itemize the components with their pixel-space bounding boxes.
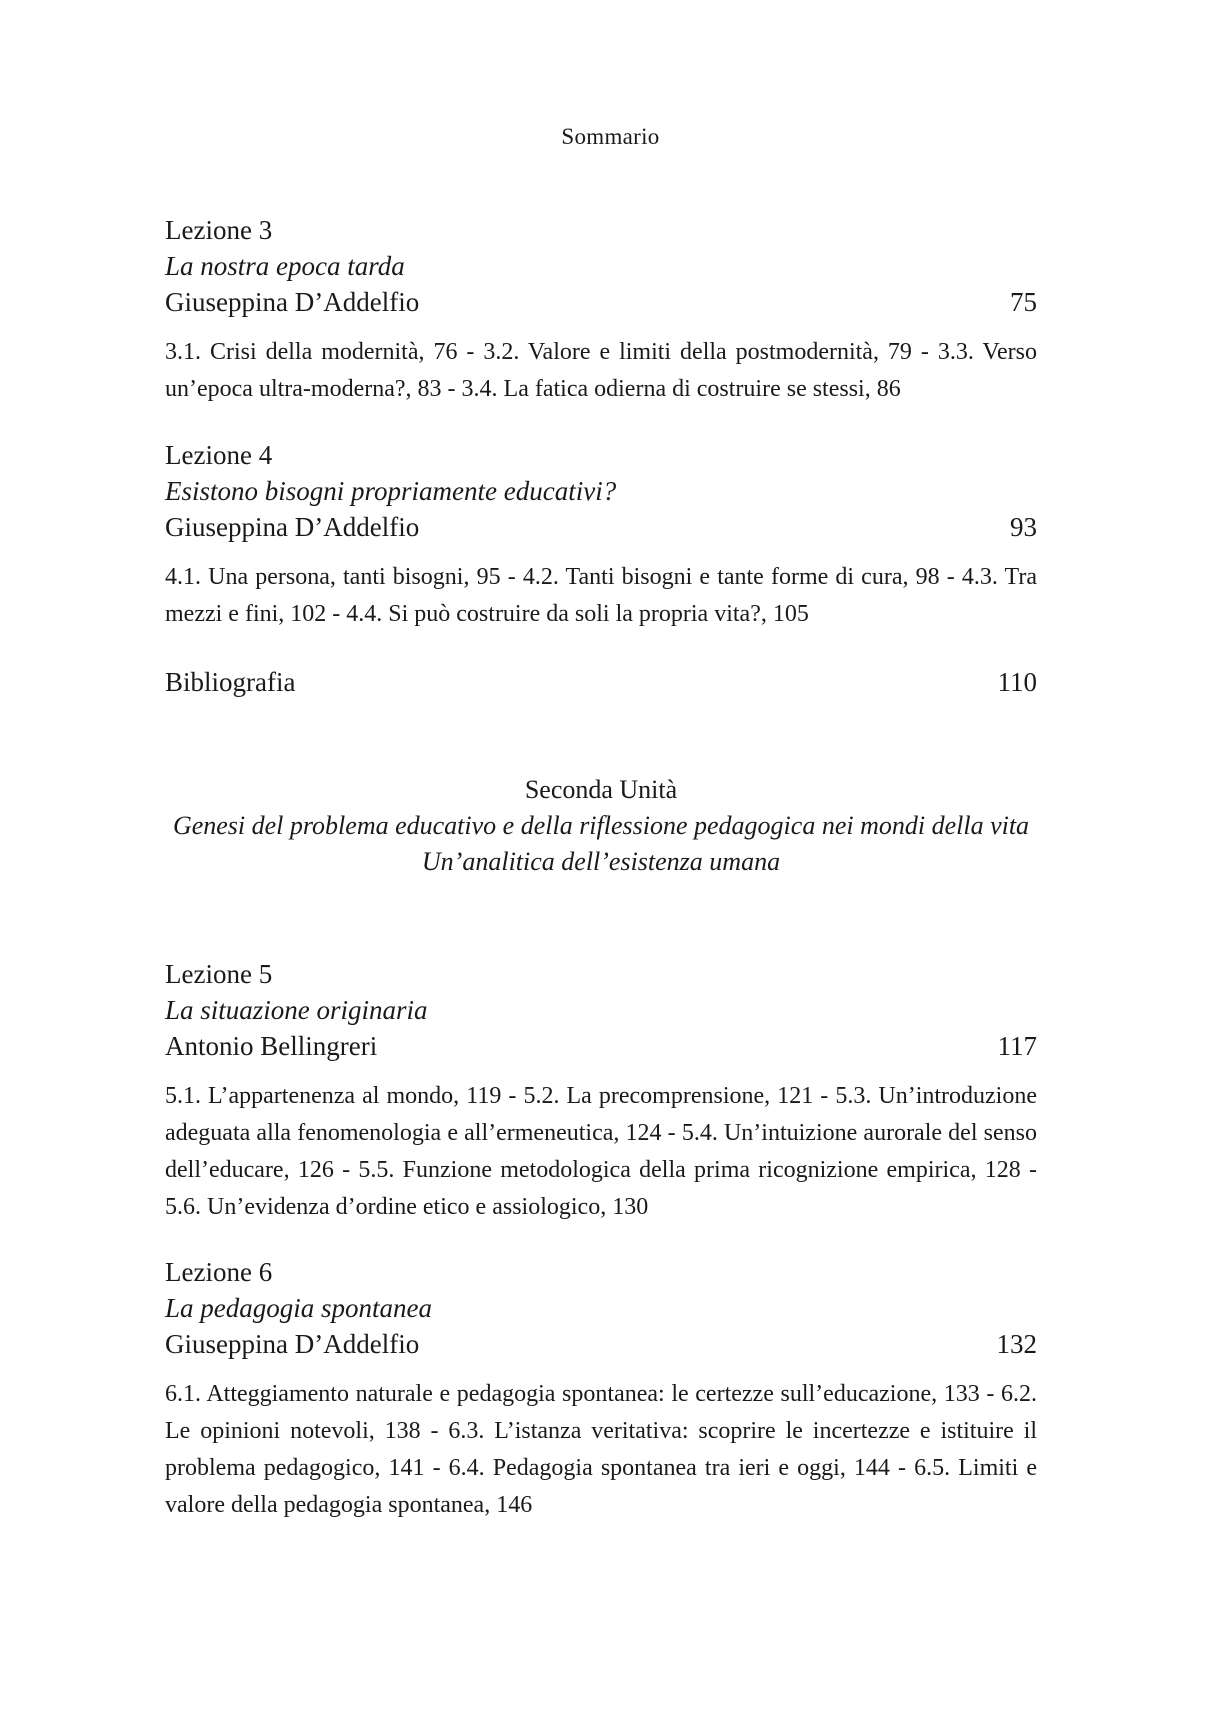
lesson-page-number: 132 — [996, 1329, 1037, 1359]
lesson-author-row — [165, 284, 1037, 320]
lesson-page-number: 117 — [997, 1031, 1037, 1061]
lesson-title: La nostra epoca tarda — [165, 251, 405, 281]
lesson-title: Esistono bisogni propriamente educativi? — [165, 476, 617, 506]
bibliography-label: Bibliografia — [165, 667, 296, 697]
lesson-author-row — [165, 1326, 1037, 1362]
toc-entry-lezione-4 — [165, 437, 1037, 633]
lesson-author: Giuseppina D’Addelfio — [165, 287, 420, 317]
lesson-label: Lezione 4 — [165, 440, 273, 470]
lesson-label: Lezione 6 — [165, 1257, 273, 1287]
lesson-page-number: 93 — [1010, 512, 1037, 542]
lesson-author-row — [165, 1028, 1037, 1064]
unit-subtitle-secondary: Un’analitica dell’esistenza umana — [421, 847, 781, 876]
bibliography-page-number: 110 — [997, 667, 1037, 697]
lesson-title: La situazione originaria — [165, 995, 428, 1025]
lesson-author: Giuseppina D’Addelfio — [165, 1329, 420, 1359]
lesson-label: Lezione 5 — [165, 959, 273, 989]
toc-entry-lezione-5 — [165, 956, 1037, 1226]
lesson-summary: 3.1. Crisi della modernità, 76 - 3.2. Valore e limiti della postmodernità, 79 - 3.3. Verso un’epoca ultra-moderna?, 83 - 3.4. La fatica odierna di costruire se stessi, 86 — [165, 339, 1037, 402]
lesson-summary: 6.1. Atteggiamento naturale e pedagogia spontanea: le certezze sull’educazione, 133 - 6.2. Le opinioni notevoli, 138 - 6.3. L’istanza veritativa: scoprire le incertezze e istituire il problema pedagogico, 141 - 6.4. Pedagogia spontanea tra ieri e oggi, 144 - 6.5. Limiti e valore della pedagogia spontanea, 146 — [165, 1381, 1037, 1518]
unit-subtitle: Genesi del problema educativo e della riflessione pedagogica nei mondi della vita — [172, 811, 1030, 840]
toc-entry-lezione-3 — [165, 212, 1037, 408]
lesson-author: Giuseppina D’Addelfio — [165, 512, 420, 542]
toc-entry-bibliografia — [165, 664, 1037, 700]
lesson-author-row — [165, 509, 1037, 545]
lesson-author: Antonio Bellingreri — [165, 1031, 378, 1061]
lesson-summary: 4.1. Una persona, tanti bisogni, 95 - 4.2. Tanti bisogni e tante forme di cura, 98 - 4.3. Tra mezzi e fini, 102 - 4.4. Si può costruire da soli la propria vita?, 105 — [165, 564, 1037, 627]
running-head: Sommario — [561, 124, 660, 149]
bibliography-row — [165, 664, 1037, 700]
lesson-label: Lezione 3 — [165, 215, 273, 245]
lesson-page-number: 75 — [1010, 287, 1037, 317]
unit-heading: Seconda Unità — [524, 775, 678, 804]
unit-heading-block — [165, 772, 1037, 880]
lesson-title: La pedagogia spontanea — [165, 1293, 432, 1323]
lesson-summary: 5.1. L’appartenenza al mondo, 119 - 5.2. La precomprensione, 121 - 5.3. Un’introduzione adeguata alla fenomenologia e all’ermeneutica, 124 - 5.4. Un’intuizione aurorale del senso dell’educare, 126 - 5.5. Funzione metodologica della prima ricognizione empirica, 128 - 5.6. Un’evidenza d’ordine etico e assiologico, 130 — [165, 1083, 1037, 1220]
toc-entry-lezione-6 — [165, 1254, 1037, 1524]
